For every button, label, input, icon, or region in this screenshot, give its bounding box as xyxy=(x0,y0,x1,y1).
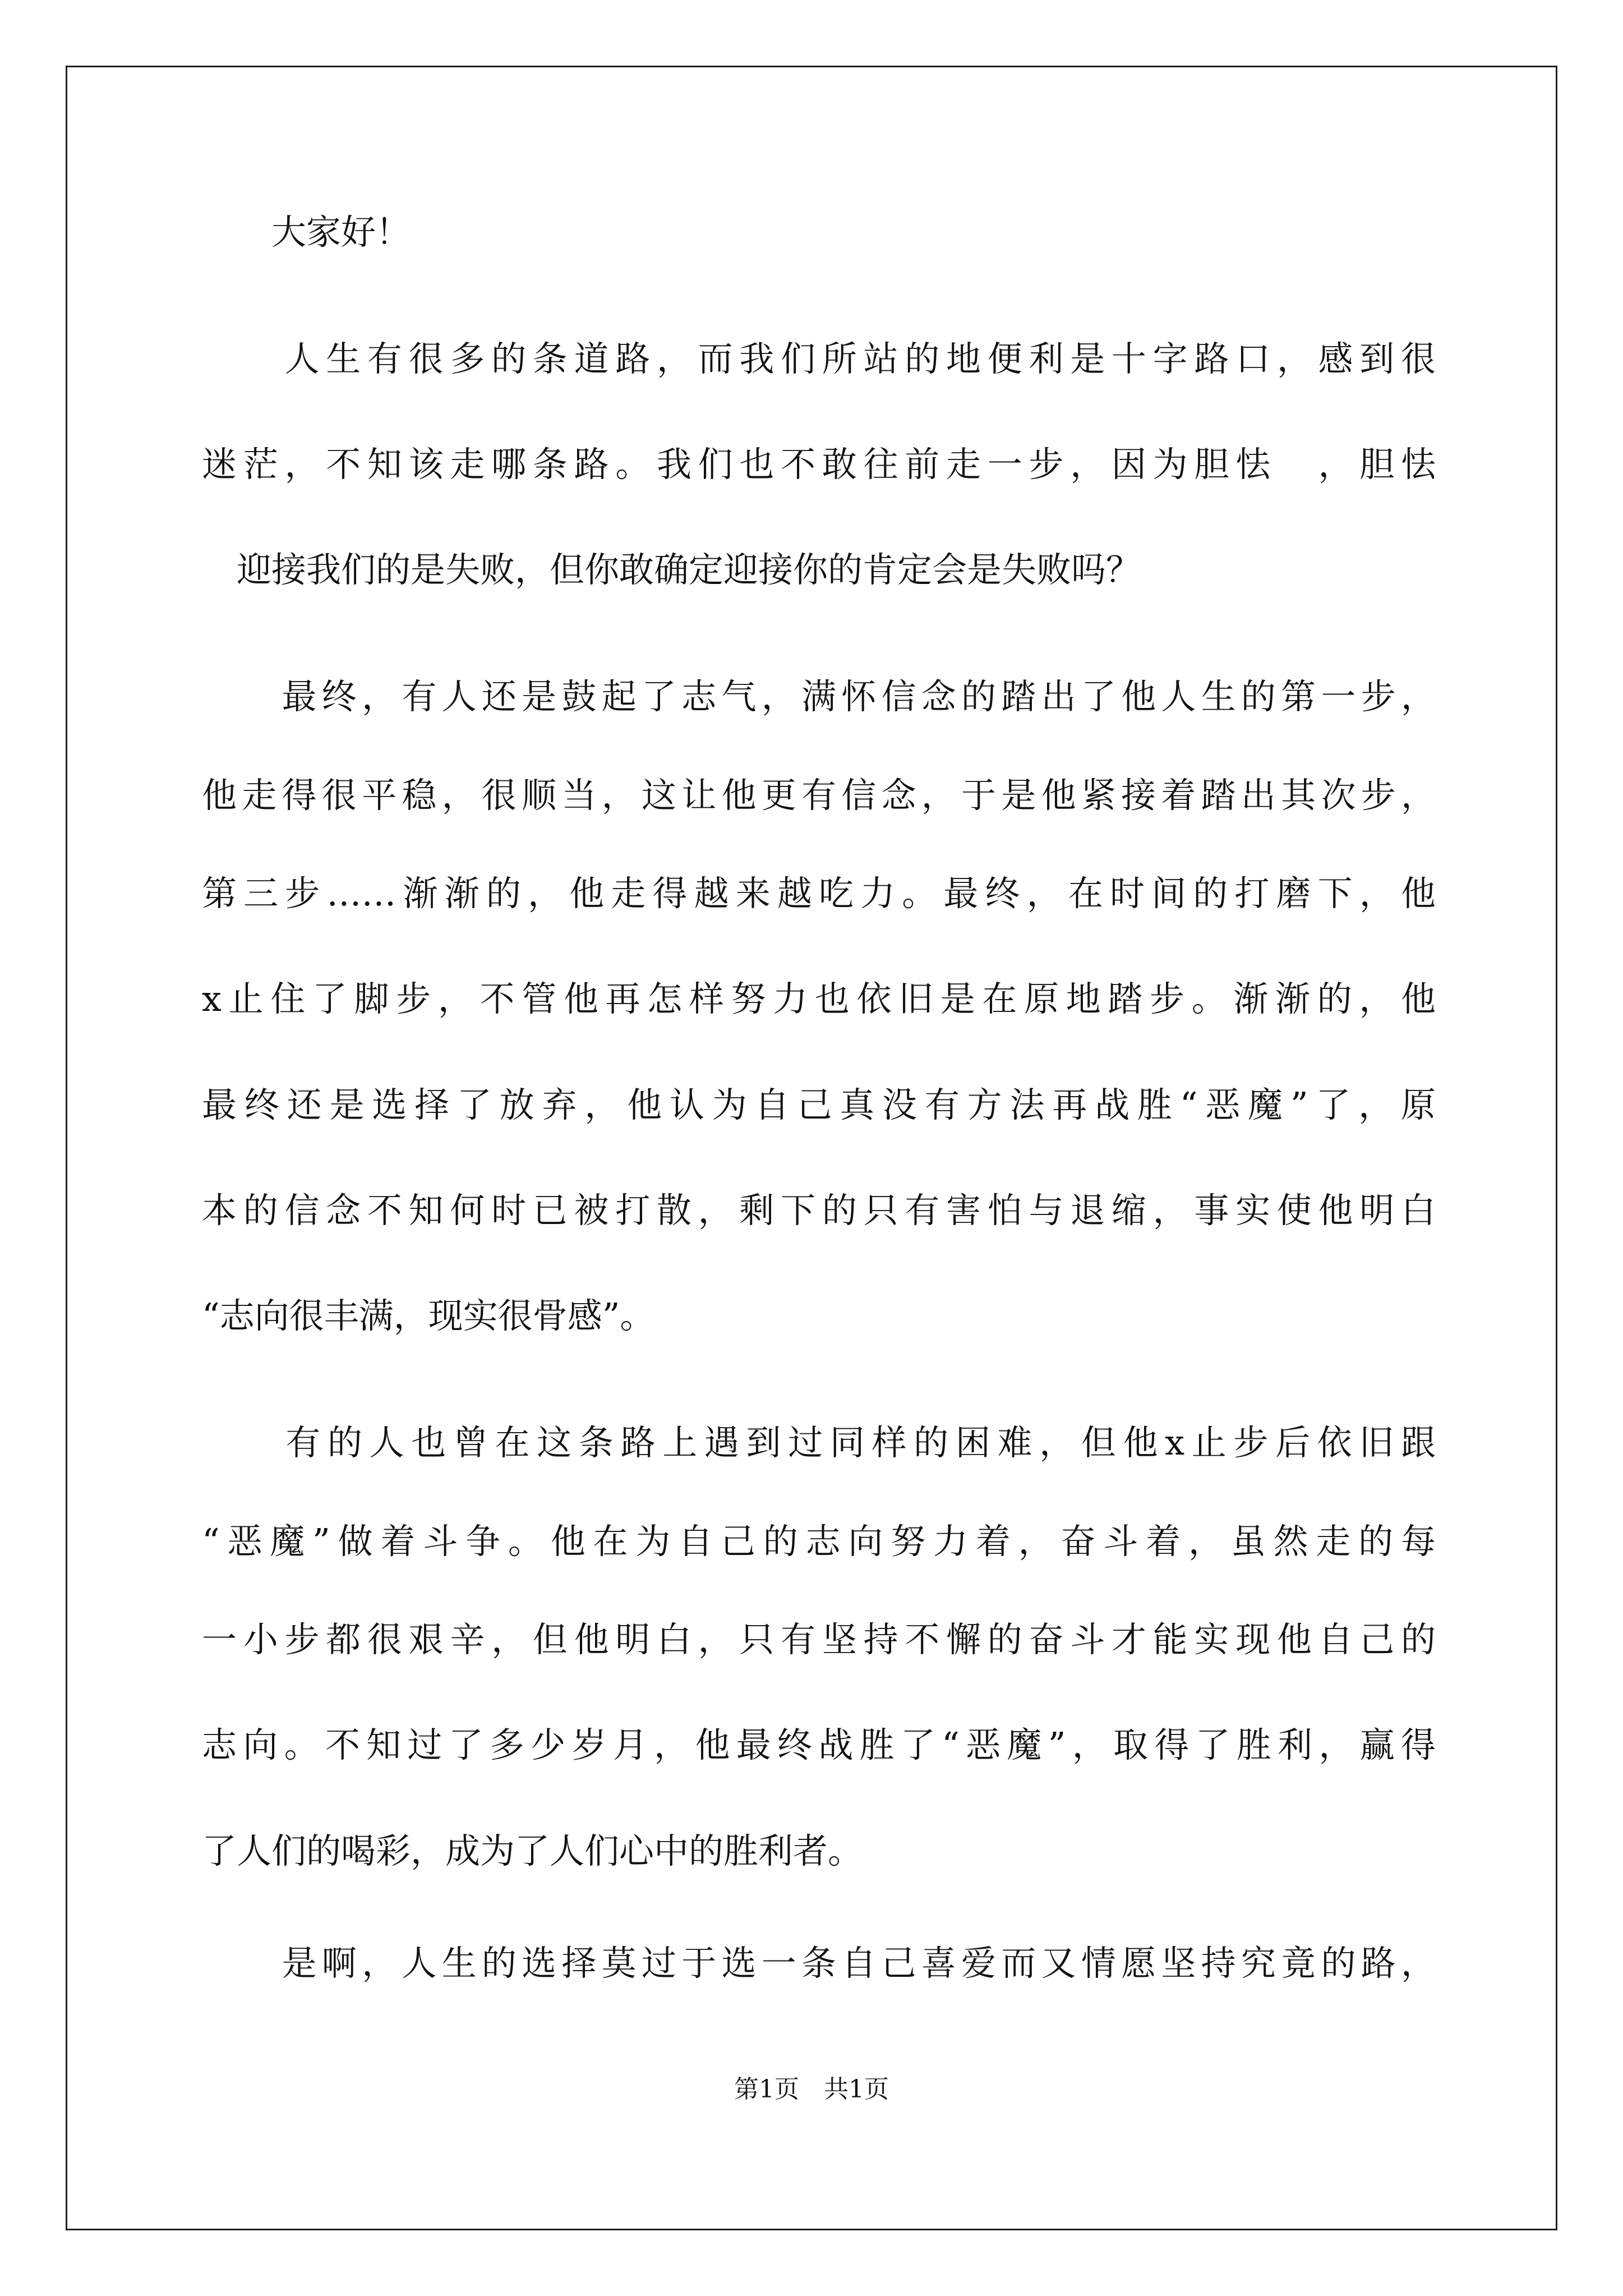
page-number-footer: 第1页 共1页 xyxy=(734,2075,889,2104)
text-line: 迷茫，不知该走哪条路。我们也不敢往前走一步，因为胆怯 ，胆怯 xyxy=(202,444,1436,485)
text-line: 大家好！ xyxy=(202,211,411,252)
text-line: 第三步……渐渐的，他走得越来越吃力。最终，在时间的打磨下，他 xyxy=(202,873,1436,914)
text-line: 志向。不知过了多少岁月，他最终战胜了“恶魔”，取得了胜利，赢得 xyxy=(202,1724,1436,1765)
text-line: 是啊，人生的选择莫过于选一条自己喜爱而又情愿坚持究竟的路， xyxy=(202,1943,1436,1984)
text-line: 最终还是选择了放弃，他认为自己真没有方法再战胜“恶魔”了，原 xyxy=(202,1084,1436,1125)
text-line: 迎接我们的是失败，但你敢确定迎接你的肯定会是失败吗？ xyxy=(202,549,1141,590)
text-line: 本的信念不知何时已被打散，剩下的只有害怕与退缩，事实使他明白 xyxy=(202,1190,1436,1231)
text-line: “志向很丰满，现实很骨感”。 xyxy=(202,1295,655,1336)
text-line: 了人们的喝彩，成为了人们心中的胜利者。 xyxy=(202,1830,863,1871)
text-line: 一小步都很艰辛，但他明白，只有坚持不懈的奋斗才能实现他自己的 xyxy=(202,1619,1436,1660)
text-line: 他走得很平稳，很顺当，这让他更有信念，于是他紧接着踏出其次步， xyxy=(202,775,1436,816)
text-line: 有的人也曾在这条路上遇到过同样的困难，但他x止步后依旧跟 xyxy=(202,1422,1436,1463)
page-border xyxy=(66,66,1557,2230)
text-line: 最终，有人还是鼓起了志气，满怀信念的踏出了他人生的第一步， xyxy=(202,676,1436,717)
text-line: “恶魔”做着斗争。他在为自己的志向努力着，奋斗着，虽然走的每 xyxy=(202,1521,1436,1562)
text-line: x止住了脚步，不管他再怎样努力也依旧是在原地踏步。渐渐的，他 xyxy=(202,978,1436,1019)
text-line: 人生有很多的条道路，而我们所站的地便利是十字路口，感到很 xyxy=(202,338,1436,379)
